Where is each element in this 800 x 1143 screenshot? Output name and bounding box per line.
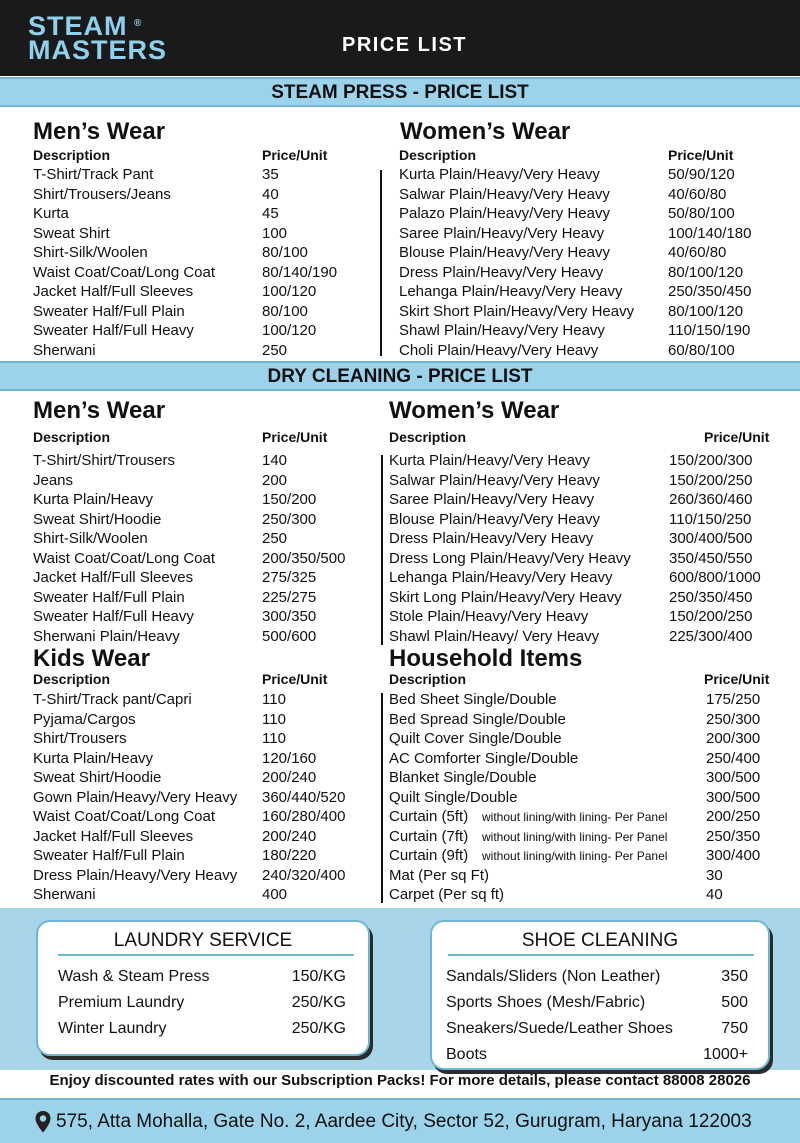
item-description: T-Shirt/Track pant/Capri	[33, 691, 192, 708]
sp-womens-col-desc: Description	[399, 147, 477, 163]
dc-mens-heading: Men’s Wear	[33, 397, 166, 424]
list-item	[33, 471, 378, 491]
dc-mens-list	[33, 451, 378, 646]
item-description: Lehanga Plain/Heavy/Very Heavy	[389, 569, 613, 586]
list-item	[33, 529, 378, 549]
item-price: 360/440/520	[262, 788, 346, 806]
item-price: 275/325	[262, 569, 317, 586]
item-description: Kurta Plain/Heavy	[33, 491, 154, 508]
steam-press-band: STEAM PRESS - PRICE LIST	[0, 77, 800, 107]
item-price: 140	[262, 452, 288, 469]
item-price: 30	[706, 866, 723, 884]
item-price: 80/100	[262, 302, 308, 320]
item-description: Quilt Cover Single/Double	[389, 730, 562, 747]
list-item	[33, 451, 378, 471]
dry-cleaning-band: DRY CLEANING - PRICE LIST	[0, 361, 800, 391]
item-price: 80/100/120	[668, 263, 744, 281]
item-price: 200/250	[706, 808, 761, 825]
list-item	[33, 690, 378, 710]
item-description: Curtain (5ft)	[389, 808, 469, 825]
services-area	[0, 908, 800, 1070]
item-price: 240/320/400	[262, 866, 346, 884]
item-description: Salwar Plain/Heavy/Very Heavy	[399, 185, 610, 203]
item-price: 200/300	[706, 730, 761, 747]
item-price: 225/300/400	[669, 627, 753, 645]
item-price: 250/350	[706, 827, 761, 845]
item-price: 100/120	[262, 322, 317, 339]
item-price: 250/350/450	[669, 588, 753, 606]
list-item	[33, 243, 373, 263]
sp-womens-heading: Women’s Wear	[400, 118, 571, 145]
item-description: Sweat Shirt/Hoodie	[33, 769, 162, 786]
item-price: 80/100	[262, 244, 308, 261]
list-item	[389, 549, 794, 569]
item-price: 110/150/190	[668, 322, 751, 339]
list-item	[33, 749, 378, 769]
item-price: 250/300	[706, 710, 761, 728]
list-item	[33, 341, 373, 361]
item-description: Skirt Long Plain/Heavy/Very Heavy	[389, 588, 622, 606]
list-item	[389, 529, 794, 549]
laundry-service-box	[36, 920, 370, 1056]
list-item	[33, 263, 373, 283]
item-description: Dress Long Plain/Heavy/Very Heavy	[389, 549, 631, 567]
dc-divider-bottom	[381, 693, 383, 903]
item-description: Kurta Plain/Heavy	[33, 749, 154, 767]
item-description: Kurta	[33, 205, 69, 222]
list-item	[33, 490, 378, 510]
service-price: 250/KG	[291, 1020, 346, 1037]
list-item	[389, 710, 794, 730]
list-item	[33, 321, 373, 341]
item-price: 100/120	[262, 283, 317, 300]
item-description: Waist Coat/Coat/Long Coat	[33, 549, 216, 567]
list-item	[33, 282, 373, 302]
sp-mens-heading: Men’s Wear	[33, 118, 166, 145]
list-item	[33, 627, 378, 647]
list-item	[389, 729, 794, 749]
dc-womens-col-desc: Description	[389, 429, 467, 445]
list-item	[33, 885, 378, 905]
item-description: Kurta Plain/Heavy/Very Heavy	[399, 166, 600, 183]
item-price: 35	[262, 166, 279, 183]
item-description: Curtain (7ft)	[389, 827, 469, 845]
item-price: 100	[262, 224, 288, 242]
list-item	[33, 510, 378, 530]
laundry-title: LAUNDRY SERVICE	[113, 930, 293, 951]
item-price: 300/400/500	[669, 530, 753, 547]
list-item	[399, 204, 794, 224]
list-item	[389, 568, 794, 588]
item-price: 40/60/80	[668, 244, 727, 261]
list-item	[389, 490, 794, 510]
item-description: Sweater Half/Full Plain	[33, 847, 185, 864]
list-item	[389, 451, 794, 471]
item-price: 500/600	[262, 627, 317, 645]
kids-heading: Kids Wear	[33, 645, 150, 672]
item-description: Jacket Half/Full Sleeves	[33, 827, 194, 845]
item-price: 200	[262, 471, 288, 489]
sp-mens-col-price: Price/Unit	[262, 147, 328, 163]
list-item	[389, 749, 794, 769]
item-price: 225/275	[262, 588, 317, 606]
item-description: Kurta Plain/Heavy/Very Heavy	[389, 452, 590, 469]
item-price: 40	[262, 185, 279, 203]
list-item	[33, 807, 378, 827]
service-name: Boots	[446, 1046, 487, 1063]
service-name: Sandals/Sliders (Non Leather)	[446, 968, 661, 985]
item-price: 110/150/250	[669, 510, 752, 528]
curtain-note: without lining/with lining- Per Panel	[482, 849, 668, 863]
item-description: Palazo Plain/Heavy/Very Heavy	[399, 205, 610, 222]
curtain-note: without lining/with lining- Per Panel	[482, 829, 668, 844]
list-item	[389, 690, 794, 710]
item-description: Shawl Plain/Heavy/ Very Heavy	[389, 627, 600, 645]
list-item	[33, 710, 378, 730]
item-price: 40	[706, 886, 723, 903]
kids-col-price: Price/Unit	[262, 671, 328, 687]
item-description: Dress Plain/Heavy/Very Heavy	[33, 866, 238, 884]
item-price: 200/240	[262, 827, 317, 845]
household-heading: Household Items	[389, 645, 583, 672]
header-bar	[0, 0, 800, 76]
item-description: Shirt/Trousers	[33, 730, 127, 747]
list-item	[389, 471, 794, 491]
item-description: Sweat Shirt	[33, 224, 110, 242]
brand-logo	[28, 11, 168, 65]
item-description: Sherwani	[33, 341, 96, 359]
location-pin-icon	[34, 1110, 52, 1134]
item-price: 200/350/500	[262, 549, 346, 567]
shoe-title: SHOE CLEANING	[521, 930, 679, 951]
list-item	[389, 827, 794, 847]
list-item	[399, 321, 794, 341]
item-description: Lehanga Plain/Heavy/Very Heavy	[399, 283, 623, 300]
item-description: Dress Plain/Heavy/Very Heavy	[399, 263, 604, 281]
item-description: Waist Coat/Coat/Long Coat	[33, 263, 216, 281]
sp-divider	[380, 170, 382, 356]
item-price: 120/160	[262, 749, 317, 767]
service-name: Wash & Steam Press	[58, 968, 210, 985]
list-item	[389, 807, 794, 827]
laundry-title-rule	[58, 954, 354, 956]
item-price: 100/140/180	[668, 224, 752, 242]
service-name: Premium Laundry	[58, 994, 185, 1011]
item-description: Pyjama/Cargos	[33, 710, 136, 728]
item-description: Saree Plain/Heavy/Very Heavy	[399, 224, 605, 242]
list-item	[33, 827, 378, 847]
service-price: 500	[721, 994, 748, 1011]
item-description: T-Shirt/Shirt/Trousers	[33, 452, 175, 469]
item-price: 45	[262, 205, 279, 222]
item-price: 160/280/400	[262, 808, 346, 825]
item-description: Saree Plain/Heavy/Very Heavy	[389, 491, 595, 508]
sp-womens-list	[399, 165, 794, 360]
list-item	[399, 165, 794, 185]
item-description: Blouse Plain/Heavy/Very Heavy	[389, 510, 600, 528]
logo-line1: STEAM	[28, 11, 128, 41]
address-text: 575, Atta Mohalla, Gate No. 2, Aardee City, Sector 52, Gurugram, Haryana 122003	[56, 1111, 752, 1132]
service-price: 150/KG	[291, 968, 346, 985]
item-description: Jeans	[33, 471, 74, 489]
item-price: 110	[262, 730, 286, 747]
list-item	[33, 224, 373, 244]
list-item	[33, 588, 378, 608]
item-description: Gown Plain/Heavy/Very Heavy	[33, 788, 238, 806]
list-item	[389, 846, 794, 866]
item-price: 60/80/100	[668, 341, 735, 359]
list-item	[399, 224, 794, 244]
list-item	[389, 885, 794, 905]
item-price: 300/500	[706, 769, 761, 786]
list-item	[33, 607, 378, 627]
item-description: Bed Spread Single/Double	[389, 710, 566, 728]
sp-mens-col-desc: Description	[33, 147, 111, 163]
service-price: 350	[721, 968, 748, 985]
item-price: 250	[262, 530, 288, 547]
list-item	[389, 588, 794, 608]
item-price: 250/300	[262, 510, 317, 528]
list-item	[399, 302, 794, 322]
household-col-desc: Description	[389, 671, 467, 687]
list-item	[33, 768, 378, 788]
dc-mens-col-price: Price/Unit	[262, 429, 328, 445]
item-description: Choli Plain/Heavy/Very Heavy	[399, 341, 599, 359]
kids-col-desc: Description	[33, 671, 111, 687]
item-price: 260/360/460	[669, 491, 753, 508]
item-description: Salwar Plain/Heavy/Very Heavy	[389, 471, 600, 489]
item-price: 250	[262, 341, 288, 359]
list-item	[389, 510, 794, 530]
item-price: 400	[262, 886, 288, 903]
item-price: 50/80/100	[668, 205, 735, 222]
service-name: Sneakers/Suede/Leather Shoes	[446, 1020, 673, 1037]
item-price: 250/400	[706, 749, 761, 767]
list-item	[399, 243, 794, 263]
footer-bar	[0, 1098, 800, 1143]
household-list	[389, 690, 794, 905]
item-description: Sweater Half/Full Heavy	[33, 608, 194, 625]
service-price: 750	[721, 1020, 748, 1037]
item-price: 175/250	[706, 691, 761, 708]
item-price: 200/240	[262, 769, 317, 786]
item-description: Sweater Half/Full Heavy	[33, 322, 194, 339]
item-price: 300/400	[706, 847, 761, 864]
item-description: Curtain (9ft)	[389, 847, 469, 864]
sp-womens-col-price: Price/Unit	[668, 147, 734, 163]
dc-mens-col-desc: Description	[33, 429, 111, 445]
item-price: 80/140/190	[262, 263, 338, 281]
registered-mark: ®	[134, 18, 142, 29]
service-name: Sports Shoes (Mesh/Fabric)	[446, 994, 646, 1011]
item-description: Shawl Plain/Heavy/Very Heavy	[399, 322, 605, 339]
item-price: 150/200/250	[669, 471, 753, 489]
list-item	[33, 185, 373, 205]
logo-line2: MASTERS	[28, 35, 168, 65]
item-price: 350/450/550	[669, 549, 753, 567]
service-price: 250/KG	[291, 994, 346, 1011]
item-description: Shirt/Trousers/Jeans	[33, 185, 171, 203]
item-price: 300/500	[706, 788, 761, 806]
service-price: 1000+	[703, 1046, 748, 1063]
item-price: 50/90/120	[668, 166, 735, 183]
dc-womens-list	[389, 451, 794, 646]
item-description: Jacket Half/Full Sleeves	[33, 569, 194, 586]
item-price: 80/100/120	[668, 302, 744, 320]
page-title: PRICE LIST	[342, 34, 468, 56]
dc-divider-top	[381, 455, 383, 645]
item-description: Sweater Half/Full Plain	[33, 302, 185, 320]
shoe-title-rule	[448, 954, 754, 956]
item-description: Stole Plain/Heavy/Very Heavy	[389, 608, 589, 625]
item-description: Sweat Shirt/Hoodie	[33, 510, 162, 528]
list-item	[33, 866, 378, 886]
item-price: 110	[262, 691, 286, 708]
item-price: 600/800/1000	[669, 569, 761, 586]
list-item	[33, 204, 373, 224]
item-description: Carpet (Per sq ft)	[389, 886, 505, 903]
item-description: Bed Sheet Single/Double	[389, 691, 557, 708]
curtain-note: without lining/with lining- Per Panel	[482, 810, 668, 824]
item-price: 180/220	[262, 847, 317, 864]
item-description: Jacket Half/Full Sleeves	[33, 283, 194, 300]
item-price: 150/200	[262, 491, 317, 508]
item-price: 150/200/250	[669, 608, 753, 625]
list-item	[33, 302, 373, 322]
list-item	[389, 866, 794, 886]
item-description: Dress Plain/Heavy/Very Heavy	[389, 530, 594, 547]
list-item	[33, 165, 373, 185]
list-item	[33, 568, 378, 588]
item-price: 110	[262, 710, 286, 728]
item-description: Mat (Per sq Ft)	[389, 866, 490, 884]
item-description: Blouse Plain/Heavy/Very Heavy	[399, 244, 610, 261]
subscription-notice: Enjoy discounted rates with our Subscription Packs! For more details, please contact 88008 28026	[49, 1072, 751, 1089]
item-description: Shirt-Silk/Woolen	[33, 530, 148, 547]
list-item	[33, 846, 378, 866]
list-item	[399, 185, 794, 205]
item-price: 300/350	[262, 608, 317, 625]
item-description: Skirt Short Plain/Heavy/Very Heavy	[399, 302, 635, 320]
item-description: Sherwani Plain/Heavy	[33, 627, 180, 645]
item-price: 250/350/450	[668, 283, 752, 300]
list-item	[33, 788, 378, 808]
item-price: 150/200/300	[669, 452, 753, 469]
list-item	[389, 627, 794, 647]
dc-womens-col-price: Price/Unit	[704, 429, 770, 445]
list-item	[399, 341, 794, 361]
item-description: Blanket Single/Double	[389, 769, 537, 786]
sp-mens-list	[33, 165, 373, 360]
item-description: Shirt-Silk/Woolen	[33, 244, 148, 261]
shoe-cleaning-box	[430, 920, 770, 1070]
list-item	[33, 549, 378, 569]
dc-womens-heading: Women’s Wear	[389, 397, 560, 424]
item-description: T-Shirt/Track Pant	[33, 166, 154, 183]
list-item	[399, 263, 794, 283]
item-description: Sherwani	[33, 886, 96, 903]
item-description: Quilt Single/Double	[389, 788, 518, 806]
list-item	[33, 729, 378, 749]
list-item	[389, 768, 794, 788]
list-item	[399, 282, 794, 302]
kids-list	[33, 690, 378, 905]
item-description: Sweater Half/Full Plain	[33, 588, 185, 606]
service-name: Winter Laundry	[58, 1020, 167, 1037]
list-item	[389, 607, 794, 627]
item-description: AC Comforter Single/Double	[389, 749, 579, 767]
item-price: 40/60/80	[668, 185, 727, 203]
item-description: Waist Coat/Coat/Long Coat	[33, 808, 216, 825]
list-item	[389, 788, 794, 808]
household-col-price: Price/Unit	[704, 671, 770, 687]
